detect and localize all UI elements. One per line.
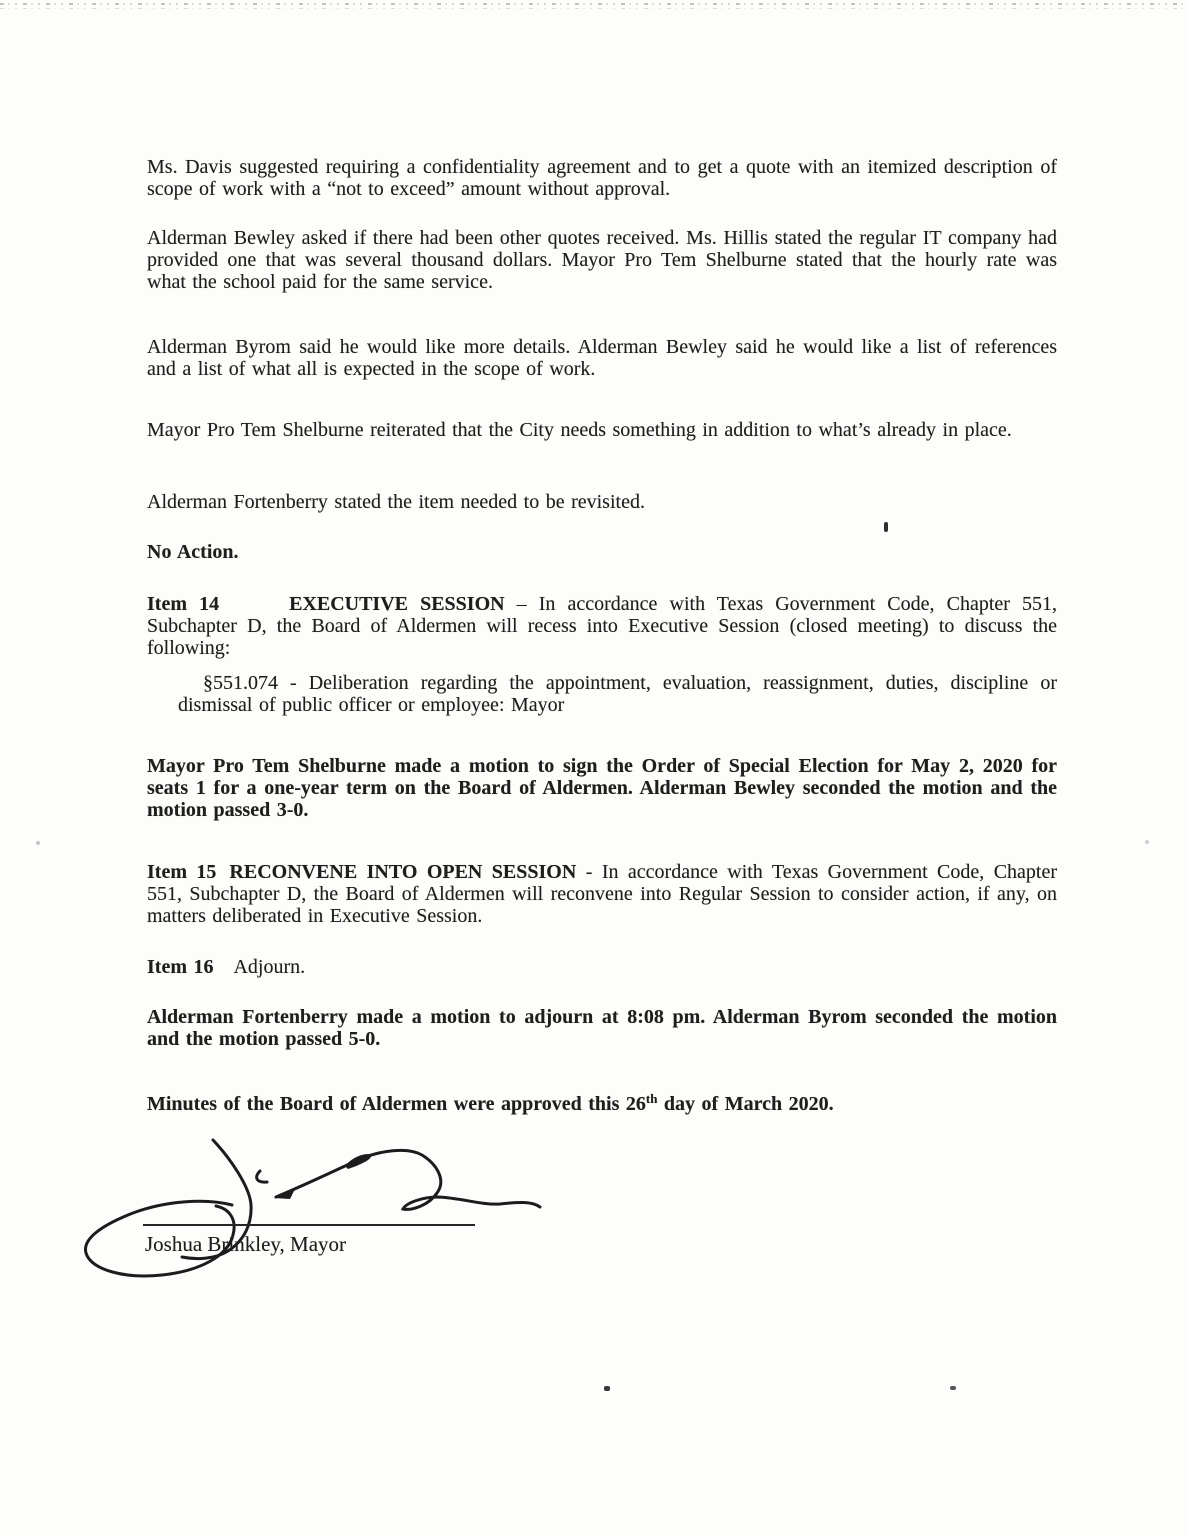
item14-label: Item 14	[147, 593, 220, 615]
item16-label: Item 16	[147, 956, 214, 978]
paragraph-item14-executive-session	[147, 593, 1057, 659]
paragraph-item14-statute: §551.074 - Deliberation regarding the appointment, evaluation, reassignment, duties, discipline or dismissal of public officer or employee: Mayor	[178, 672, 1057, 716]
paragraph-item16-adjourn	[147, 956, 1057, 978]
paragraph-shelburne-reiterated: Mayor Pro Tem Shelburne reiterated that the City needs something in addition to what’s already in place.	[147, 419, 1012, 441]
no-action-line: No Action.	[147, 541, 239, 563]
item15-heading: RECONVENE INTO OPEN SESSION	[229, 861, 577, 883]
approval-text-after: day of March 2020.	[657, 1093, 834, 1115]
paragraph-motion-adjourn: Alderman Fortenberry made a motion to adjourn at 8:08 pm. Alderman Byrom seconded the motion and the motion passed 5-0.	[147, 1006, 1057, 1050]
paragraph-item15-reconvene	[147, 861, 1057, 927]
signature-retrace-loop	[345, 1154, 371, 1169]
scan-speck	[950, 1386, 956, 1390]
item14-body-text: – In accordance with Texas Government Code, Chapter 551, Subchapter D, the Board of Aldermen will recess into Executive Session (closed meeting) to discuss the following:	[147, 593, 1057, 659]
item15-body-text: - In accordance with Texas Government Code, Chapter 551, Subchapter D, the Board of Aldermen will reconvene into Regular Session to consider action, if any, on matters deliberated in Executive Session.	[147, 861, 1058, 927]
item15-label: Item 15	[147, 861, 217, 883]
paragraph-byrom-details: Alderman Byrom said he would like more details. Alderman Bewley said he would like a list of references and a list of what all is expected in the scope of work.	[147, 336, 1057, 380]
signature-arrowhead	[274, 1187, 296, 1199]
scan-speck	[604, 1386, 610, 1391]
scan-edge-noise	[0, 8, 1187, 9]
signature-rule-line	[143, 1224, 475, 1226]
approval-text-before: Minutes of the Board of Aldermen were approved this 26	[147, 1093, 646, 1115]
paragraph-minutes-approval	[147, 1093, 1057, 1115]
paragraph-motion-special-election: Mayor Pro Tem Shelburne made a motion to sign the Order of Special Election for May 2, 2020 for seats 1 for a one-year term on the Board of Aldermen. Alderman Bewley seconded the motion and the motion passed 3-0.	[147, 755, 1057, 821]
paragraph-davis-confidentiality: Ms. Davis suggested requiring a confidentiality agreement and to get a quote with an itemized description of scope of work with a “not to exceed” amount without approval.	[147, 156, 1057, 200]
scan-speck	[1145, 840, 1149, 844]
paragraph-fortenberry-revisited: Alderman Fortenberry stated the item needed to be revisited.	[147, 491, 645, 513]
item16-body-text: Adjourn.	[233, 956, 306, 978]
paragraph-bewley-quotes: Alderman Bewley asked if there had been other quotes received. Ms. Hillis stated the regular IT company had provided one that was several thousand dollars. Mayor Pro Tem Shelburne stated that the hourly rate was what the school paid for the same service.	[147, 227, 1057, 293]
scan-edge-noise	[0, 3, 1187, 5]
ordinal-superscript: th	[645, 1091, 658, 1106]
mayor-signature-ink	[70, 1125, 550, 1295]
item14-heading: EXECUTIVE SESSION	[289, 593, 505, 615]
signature-name-title: Joshua Brinkley, Mayor	[145, 1232, 347, 1256]
scan-speck	[884, 522, 888, 532]
scan-speck	[36, 841, 40, 845]
